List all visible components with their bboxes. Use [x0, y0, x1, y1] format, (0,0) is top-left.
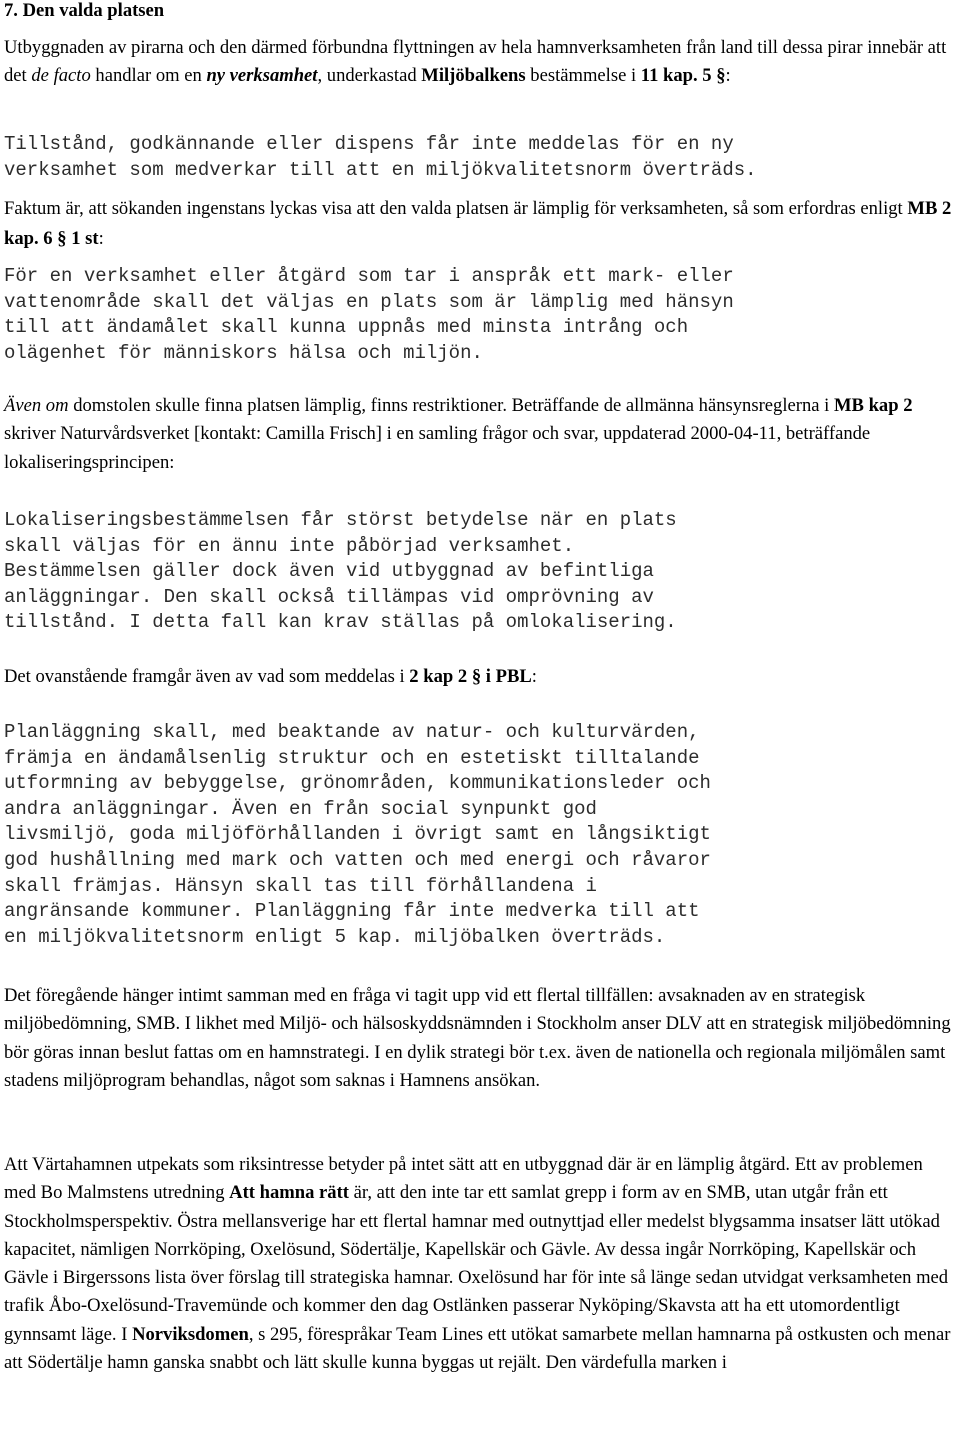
text-run: Faktum är, att sökanden ingenstans lyckas visa att den valda platsen är lämplig för verksamheten, så som erfordras enligt [4, 198, 908, 219]
section-symbol: § [471, 666, 482, 687]
text-run: domstolen skulle finna platsen lämplig, finns restriktioner. Beträffande de allmänna hänsynsreglerna i [68, 395, 834, 416]
paragraph-smb: Det föregående hänger intimt samman med en fråga vi tagit upp vid ett flertal tillfällen: avsaknaden av en strategisk miljöbedömning, SMB. I likhet med Miljö- och hälsoskyddsnämnden i Stockholm anser DLV att en strategisk miljöbedömning bör göras innan beslut fattas om en hamnstrategi. I en dylik strategi bör t.ex. även de nationella och regionala miljömålen samt stadens miljöprogram behandlas, något som saknas i Hamnens ansökan. [4, 985, 951, 1091]
paragraph-vartahamnen [4, 1151, 958, 1377]
emphasis-de-facto: de facto [31, 65, 91, 87]
law-reference: MB 2 kap. 6 [4, 198, 952, 249]
text-run: är, att den inte tar ett samlat grepp i form av en SMB, utan utgår från ett Stockholmsperspektiv. Östra mellansverige har ett flertal hamnar med outnyttjad eller medelst blygsamma insatser lätt utökad kapacitet, nämligen Norrköping, Oxelösund, Södertälje, Kapellskär och Gävle. Av dessa ingår Norrköping, Kapellskär och Gävle i Birgerssons lista över förslag till strategiska hamnar. Oxelösund har för inte så länge sedan utvidgat verksamheten med trafik Åbo-Oxelösund-Travemünde och kommer den dag Ostlänken passerar Nyköping/Skavsta att ha ett utomordentligt gynnsamt läge. I [4, 1182, 949, 1345]
text-run: Att Värtahamnen utpekats som riksintresse betyder på intet sätt att en utbyggnad där är en lämplig åtgärd. Ett av problemen med Bo Malmstens utredning [4, 1154, 923, 1204]
paragraph-faktum [4, 194, 958, 254]
text-run: Det ovanstående framgår även av vad som meddelas i [4, 666, 410, 687]
text-run: : [725, 65, 731, 87]
text-run: , s 295, förespråkar Team Lines ett utökat samarbete mellan hamnarna på ostkusten och menar att Södertälje hamn ganska snabbt och lätt skulle kunna byggas ut rejält. Den värdefulla marken i [4, 1323, 951, 1374]
text-run: : [98, 228, 104, 249]
section-heading: 7. Den valda platsen [4, 0, 165, 21]
law-quote-1: Tillstånd, godkännande eller dispens får inte meddelas för en ny verksamhet som medverkar till att en miljökvalitetsnorm överträds. [4, 133, 757, 181]
report-title: Att hamna rätt [229, 1182, 349, 1204]
emphasis-aven-om: Även om [4, 395, 69, 416]
paragraph-pbl [4, 663, 958, 691]
pbl-quote: Planläggning skall, med beaktande av natur- och kulturvärden, främja en ändamålsenlig struktur och en estetiskt tilltalande utformning av bebyggelse, grönområden, kommunikationsleder och andra anläggningar. Även en från social synpunkt god livsmiljö, goda miljöförhållanden i övrigt samt en långsiktigt god hushållning med mark och vatten och med energi och råvaror skall främjas. Hänsyn skall tas till förhållandena i angränsande kommuner. Planläggning får inte medverka till att en miljökvalitetsnorm enligt 5 kap. miljöbalken överträds. [4, 721, 711, 948]
section-symbol: § [57, 228, 67, 249]
emphasis-ny-verksamhet: ny verksamhet [206, 65, 318, 87]
law-reference: 11 kap. 5 [640, 65, 712, 87]
text-run: bestämmelse i [525, 65, 641, 87]
text-run: : [531, 666, 537, 687]
paragraph-aven-om [4, 392, 958, 477]
text-run: Utbyggnaden av pirarna och den därmed förbundna flyttningen av hela hamnverksamheten från land till dessa pirar innebär att det [4, 37, 947, 87]
law-reference: 1 st [71, 228, 99, 249]
text-run: skriver Naturvårdsverket [kontakt: Camilla Frisch] i en samling frågor och svar, uppdaterad 2000-04-11, beträffande lokaliseringsprincipen: [4, 423, 871, 473]
law-reference: MB kap 2 [833, 395, 913, 416]
text-run: handlar om en [90, 65, 207, 87]
case-name: Norviksdomen [132, 1323, 249, 1345]
naturvardsverket-quote: Lokaliseringsbestämmelsen får störst betydelse när en plats skall väljas för en ännu inte påbörjad verksamhet. Bestämmelsen gäller dock även vid utbyggnad av befintliga anläggningar. Den skall också tillämpas vid omprövning av tillstånd. I detta fall kan krav ställas på omlokalisering. [4, 509, 677, 634]
law-name-miljobalken: Miljöbalkens [421, 65, 526, 87]
law-reference: 2 kap 2 [409, 666, 468, 687]
paragraph-intro [4, 34, 958, 91]
law-reference: i PBL [485, 666, 532, 687]
section-symbol: § [716, 65, 726, 87]
law-quote-2: För en verksamhet eller åtgärd som tar i anspråk ett mark- eller vattenområde skall det väljas en plats som är lämplig med hänsyn till att ändamålet skall kunna uppnås med minsta intrång och olägenhet för människors hälsa och miljön. [4, 265, 734, 364]
text-run: , underkastad [317, 65, 422, 87]
